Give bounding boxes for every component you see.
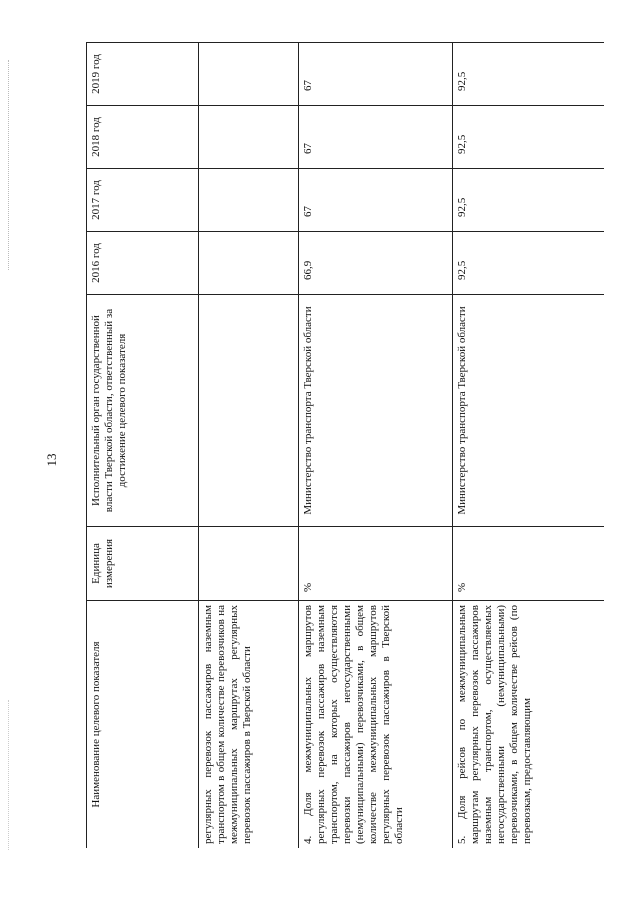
- cell-2019: [199, 43, 299, 106]
- table-container: [86, 42, 604, 848]
- indicator-table: [86, 42, 604, 848]
- table-row: [453, 43, 605, 849]
- cell-2016: 66,9: [299, 232, 453, 295]
- cell-org: Министерство транспорта Тверской области: [299, 295, 453, 527]
- cell-org: Министерство транспорта Тверской области: [453, 295, 605, 527]
- cell-name: 5. Доля рейсов по межмуниципальным маршрутам регулярных перевозок пассажиров наземным транспортом, осуществляемых негосударственными (немуниципальными) перевозчиками, в общем количестве рейсов (по перевозкам, предоставляющим: [453, 601, 605, 849]
- cell-2016: 92,5: [453, 232, 605, 295]
- cell-name: регулярных перевозок пассажиров наземным транспортом в общем количестве перевозчиков на межмуниципальных маршрутах регулярных перевозок пассажиров в Тверской области: [199, 601, 299, 849]
- header-org: Исполнительный орган государственной власти Тверской области, ответственный за достижение целевого показателя: [87, 295, 199, 527]
- cell-2017: [199, 169, 299, 232]
- cell-unit: %: [453, 527, 605, 601]
- cell-2018: 67: [299, 106, 453, 169]
- cell-2019: 67: [299, 43, 453, 106]
- scan-edge-mark: [8, 60, 10, 270]
- cell-2018: [199, 106, 299, 169]
- header-2018: 2018 год: [87, 106, 199, 169]
- header-2016: 2016 год: [87, 232, 199, 295]
- cell-2016: [199, 232, 299, 295]
- header-unit: Единица измерения: [87, 527, 199, 601]
- table-header-row: [87, 43, 199, 849]
- header-name: Наименование целевого показателя: [87, 601, 199, 849]
- table-row: [199, 43, 299, 849]
- cell-unit: [199, 527, 299, 601]
- table-row: [299, 43, 453, 849]
- cell-2017: 67: [299, 169, 453, 232]
- cell-org: [199, 295, 299, 527]
- cell-2018: 92,5: [453, 106, 605, 169]
- page-number: 13: [44, 453, 59, 467]
- header-2019: 2019 год: [87, 43, 199, 106]
- scan-edge-mark: [8, 700, 10, 850]
- cell-2017: 92,5: [453, 169, 605, 232]
- cell-2019: 92,5: [453, 43, 605, 106]
- cell-name: 4. Доля межмуниципальных маршрутов регулярных перевозок пассажиров наземным транспортом, на которых осуществляются перевозки пассажиров негосударственными (немуниципальными) перевозчиками, в общем количестве межмуниципальных маршрутов регулярных перевозок пассажиров в Тверской области: [299, 601, 453, 849]
- cell-unit: %: [299, 527, 453, 601]
- header-2017: 2017 год: [87, 169, 199, 232]
